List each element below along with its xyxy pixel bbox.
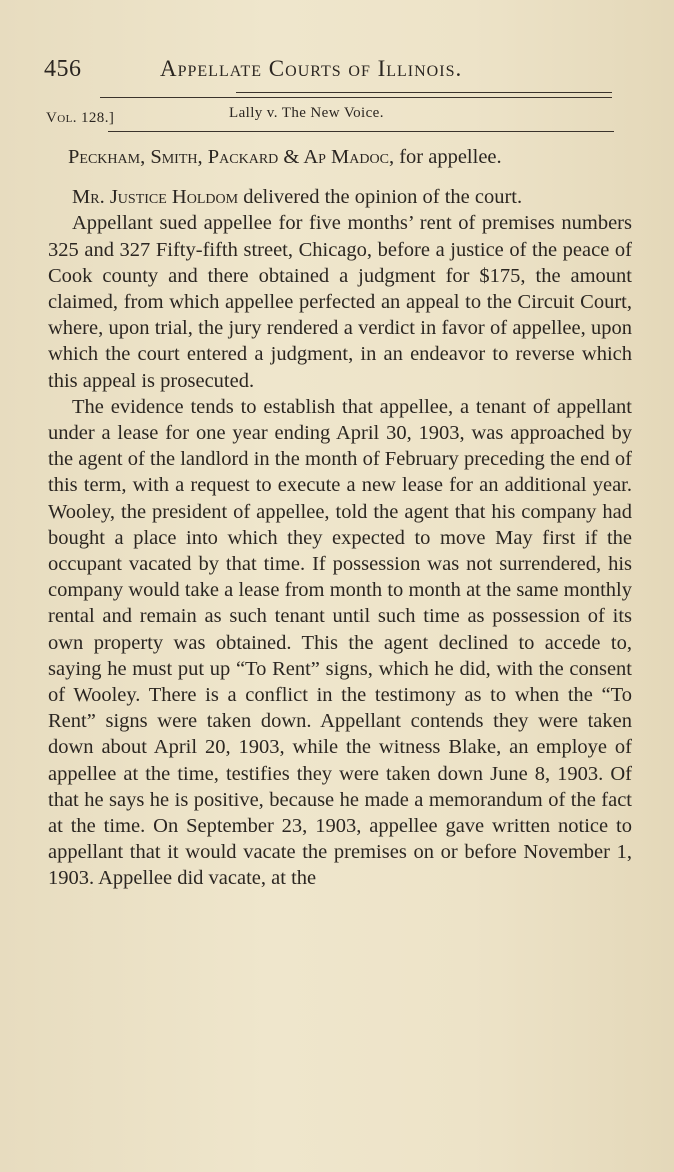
- counsel-names: Peckham, Smith, Packard & Ap Madoc,: [68, 146, 395, 168]
- opinion-body: [48, 144, 632, 892]
- paragraph: Appellant sued appellee for five months’ rent of premises numbers 325 and 327 Fifty-fifth street, Chicago, before a justice of the peace of Cook county and there obtained a judgment for $175, the amount claimed, from which appellee perfected an appeal to the Circuit Court, where, upon trial, the jury rendered a verdict in favor of appellee, upon which the court entered a judgment, in an endeavor to reverse which this appeal is prosecuted.: [48, 212, 632, 392]
- header-rule-top: [236, 92, 612, 93]
- paragraph: The evidence tends to establish that appellee, a tenant of appellant under a lease for one year ending April 30, 1903, was approached by the agent of the landlord in the month of February preceding the end of this term, with a request to execute a new lease for an additional year. Wooley, the president of appellee, told the agent that his company had bought a place into which they expected to move May first if the occupant vacated by that time. If possession was not surrendered, his company would take a lease from month to month at the same monthly rental and remain as such tenant until such time as possession of its own property was obtained. This the agent declined to accede to, saying he must put up “To Rent” signs, which he did, with the consent of Wooley. There is a conflict in the testimony as to when the “To Rent” signs were taken down. Appellant contends they were taken down about April 20, 1903, while the witness Blake, an employe of appellee at the time, testifies they were taken down June 8, 1903. Of that he says he is positive, because he made a memorandum of the fact at the time. On September 23, 1903, appellee gave written notice to appellant that it would vacate the premises on or before November 1, 1903. Appellee did vacate, at the: [48, 395, 632, 890]
- header-rule-bottom: [100, 97, 612, 98]
- case-line-rule: [108, 131, 614, 132]
- running-title: Appellate Courts of Illinois.: [160, 56, 463, 81]
- counsel-role: for appellee.: [394, 146, 502, 168]
- counsel-line: [48, 144, 632, 170]
- page-header: [44, 54, 624, 94]
- case-name: Lally v. The New Voice.: [229, 105, 384, 121]
- opinion-delivered-line: [48, 184, 632, 210]
- opinion-delivered-text: delivered the opinion of the court.: [238, 186, 523, 209]
- volume-reference: Vol. 128.]: [46, 110, 115, 126]
- page-number: 456: [44, 56, 82, 82]
- judge-name: Mr. Justice Holdom: [72, 186, 239, 209]
